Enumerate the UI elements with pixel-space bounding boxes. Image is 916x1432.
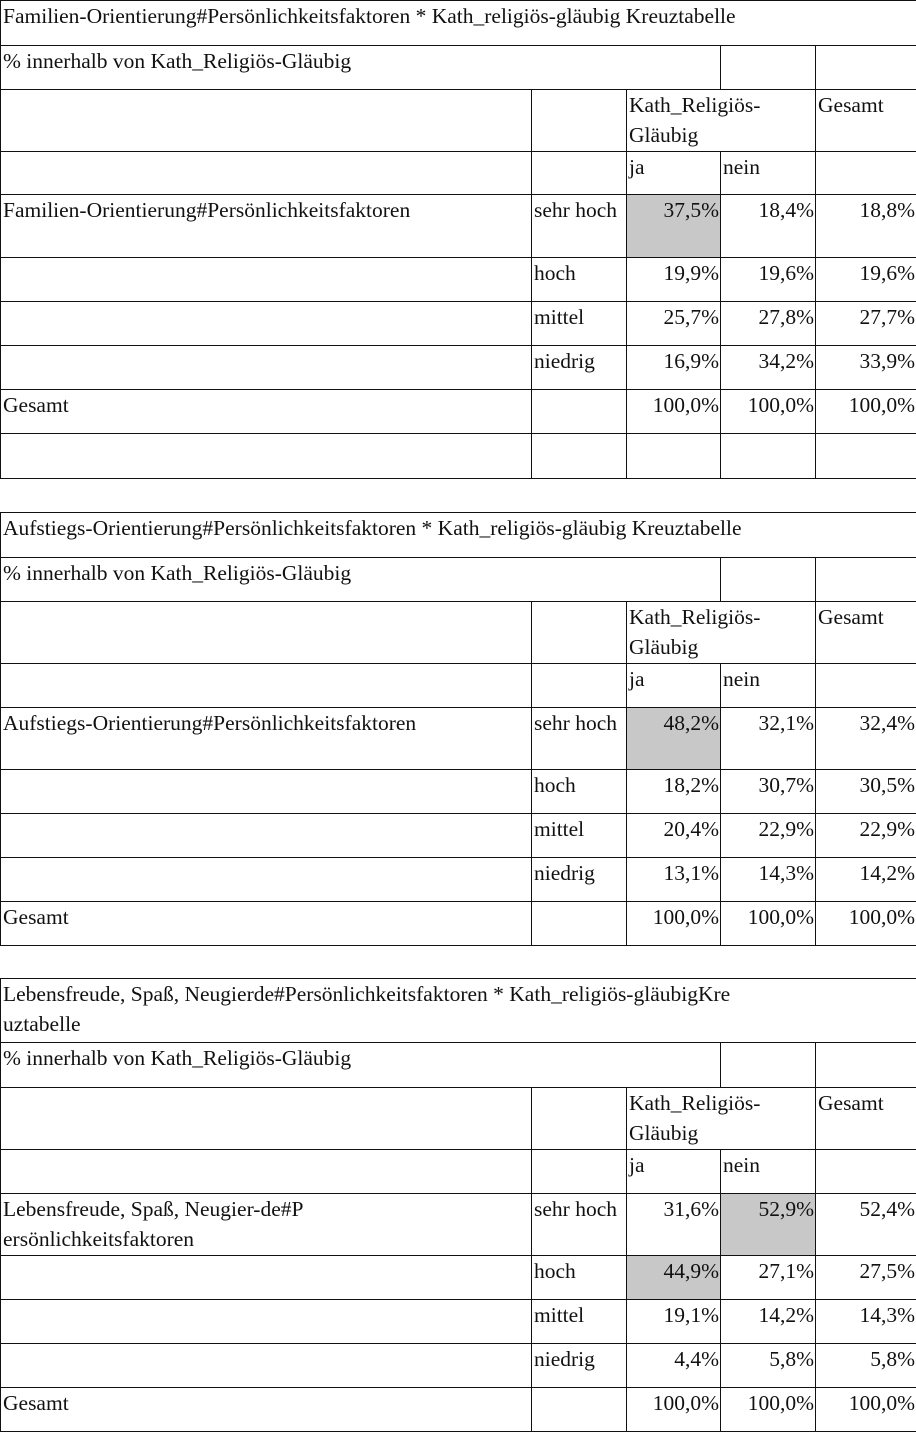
table-title: [1, 979, 916, 1043]
cell-nein: 14,3%: [721, 858, 816, 902]
column-header-gesamt: Gesamt: [816, 90, 916, 152]
cell-gesamt: 32,4%: [816, 708, 916, 770]
table-subtitle: % innerhalb von Kath_Religiös-Gläubig: [1, 558, 721, 602]
row-level-label: hoch: [532, 258, 627, 302]
column-header-ja: ja: [627, 664, 721, 708]
cell-nein: 30,7%: [721, 770, 816, 814]
row-variable-label-text: Lebensfreude, Spaß, Neugier-de#Persönlichkeitsfaktoren: [3, 1197, 304, 1251]
column-header-nein: nein: [721, 152, 816, 195]
total-label: Gesamt: [1, 390, 532, 434]
cell-ja: 4,4%: [627, 1344, 721, 1388]
row-level-label: sehr hoch: [532, 1194, 627, 1256]
total-row: [1, 902, 916, 946]
table-title-text: Lebensfreude, Spaß, Neugierde#Persönlichkeitsfaktoren * Kath_religiös-gläubigKreuztabelle: [3, 982, 731, 1036]
cell-nein: 27,1%: [721, 1256, 816, 1300]
cell-nein: 5,8%: [721, 1344, 816, 1388]
table-row: [1, 258, 916, 302]
cell-ja: 25,7%: [627, 302, 721, 346]
cell-ja-highlighted: 37,5%: [627, 195, 721, 258]
row-level-label: mittel: [532, 302, 627, 346]
column-header-ja: ja: [627, 152, 721, 195]
column-header-gesamt: Gesamt: [816, 1088, 916, 1150]
cell-ja: 18,2%: [627, 770, 721, 814]
table-title: Aufstiegs-Orientierung#Persönlichkeitsfaktoren * Kath_religiös-gläubig Kreuztabelle: [1, 513, 916, 558]
cell-nein-highlighted: 52,9%: [721, 1194, 816, 1256]
row-level-label: niedrig: [532, 346, 627, 390]
cell-gesamt: 52,4%: [816, 1194, 916, 1256]
table-row: [1, 195, 916, 258]
cell-ja: 13,1%: [627, 858, 721, 902]
crosstab-aufstieg: [0, 512, 916, 946]
column-group-header: Kath_Religiös-Gläubig: [627, 1088, 816, 1150]
total-row: [1, 390, 916, 434]
cell-gesamt: 27,5%: [816, 1256, 916, 1300]
cell-nein: 34,2%: [721, 346, 816, 390]
cell-nein: 14,2%: [721, 1300, 816, 1344]
table-subtitle: % innerhalb von Kath_Religiös-Gläubig: [1, 1043, 721, 1088]
cell-ja: 31,6%: [627, 1194, 721, 1256]
table-row: [1, 1194, 916, 1256]
cell-gesamt: 5,8%: [816, 1344, 916, 1388]
cell-gesamt: 19,6%: [816, 258, 916, 302]
column-header-ja: ja: [627, 1150, 721, 1194]
cell-gesamt: 33,9%: [816, 346, 916, 390]
cell-ja-highlighted: 48,2%: [627, 708, 721, 770]
row-level-label: sehr hoch: [532, 195, 627, 258]
row-level-label: niedrig: [532, 858, 627, 902]
row-level-label: mittel: [532, 1300, 627, 1344]
table-title: Familien-Orientierung#Persönlichkeitsfaktoren * Kath_religiös-gläubig Kreuztabelle: [1, 1, 916, 46]
cell-gesamt: 22,9%: [816, 814, 916, 858]
row-level-label: hoch: [532, 1256, 627, 1300]
table-row: [1, 346, 916, 390]
table-row: [1, 1300, 916, 1344]
cell-ja: 19,1%: [627, 1300, 721, 1344]
total-gesamt: 100,0%: [816, 902, 916, 946]
cell-ja-highlighted: 44,9%: [627, 1256, 721, 1300]
row-variable-label: Aufstiegs-Orientierung#Persönlichkeitsfaktoren: [1, 708, 532, 770]
column-group-header: Kath_Religiös-Gläubig: [627, 90, 816, 152]
cell-ja: 19,9%: [627, 258, 721, 302]
row-level-label: mittel: [532, 814, 627, 858]
row-level-label: hoch: [532, 770, 627, 814]
cell-nein: 27,8%: [721, 302, 816, 346]
cell-gesamt: 14,3%: [816, 1300, 916, 1344]
table-row: [1, 302, 916, 346]
crosstab-lebensfreude: [0, 978, 916, 1432]
cell-nein: 18,4%: [721, 195, 816, 258]
row-variable-label: Familien-Orientierung#Persönlichkeitsfaktoren: [1, 195, 532, 258]
column-group-header: Kath_Religiös-Gläubig: [627, 602, 816, 664]
cell-nein: 19,6%: [721, 258, 816, 302]
cell-nein: 22,9%: [721, 814, 816, 858]
table-row: [1, 814, 916, 858]
cell-gesamt: 27,7%: [816, 302, 916, 346]
table-row: [1, 858, 916, 902]
crosstab-familien: [0, 0, 916, 479]
cell-gesamt: 14,2%: [816, 858, 916, 902]
cell-gesamt: 30,5%: [816, 770, 916, 814]
total-label: Gesamt: [1, 1388, 532, 1432]
total-ja: 100,0%: [627, 1388, 721, 1432]
table-subtitle: % innerhalb von Kath_Religiös-Gläubig: [1, 46, 721, 90]
column-header-nein: nein: [721, 664, 816, 708]
row-variable-label: [1, 1194, 532, 1256]
cell-ja: 20,4%: [627, 814, 721, 858]
column-header-nein: nein: [721, 1150, 816, 1194]
total-gesamt: 100,0%: [816, 1388, 916, 1432]
row-level-label: sehr hoch: [532, 708, 627, 770]
table-row: [1, 1344, 916, 1388]
total-nein: 100,0%: [721, 1388, 816, 1432]
total-nein: 100,0%: [721, 902, 816, 946]
cell-gesamt: 18,8%: [816, 195, 916, 258]
empty-row: [1, 434, 916, 479]
table-row: [1, 1256, 916, 1300]
table-row: [1, 708, 916, 770]
cell-nein: 32,1%: [721, 708, 816, 770]
table-row: [1, 770, 916, 814]
cell-ja: 16,9%: [627, 346, 721, 390]
total-ja: 100,0%: [627, 390, 721, 434]
total-row: [1, 1388, 916, 1432]
total-gesamt: 100,0%: [816, 390, 916, 434]
total-nein: 100,0%: [721, 390, 816, 434]
column-header-gesamt: Gesamt: [816, 602, 916, 664]
total-ja: 100,0%: [627, 902, 721, 946]
total-label: Gesamt: [1, 902, 532, 946]
row-level-label: niedrig: [532, 1344, 627, 1388]
